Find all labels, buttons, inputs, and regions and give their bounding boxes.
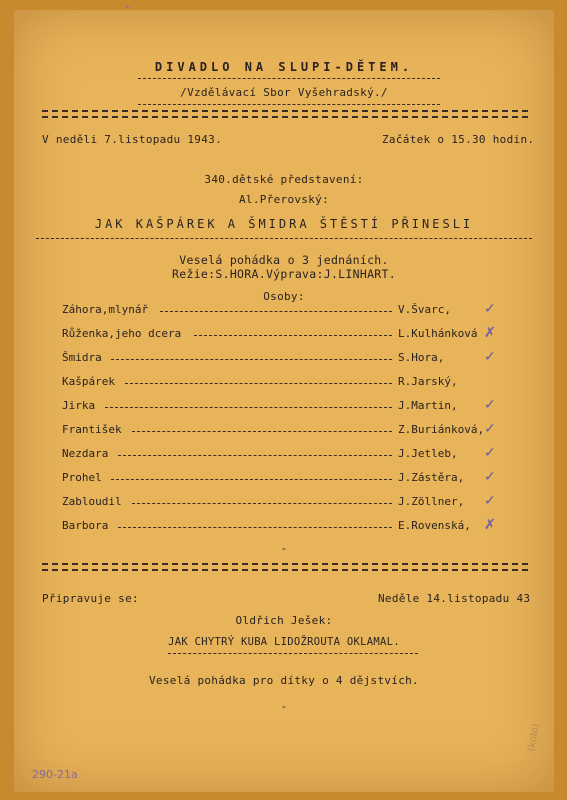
upcoming-author: Oldřich Ješek: bbox=[235, 614, 333, 627]
cast-role: Kašpárek bbox=[62, 375, 115, 388]
check-mark-icon: ✓ bbox=[484, 349, 496, 365]
cast-row bbox=[62, 351, 532, 367]
cast-role: Šmidra bbox=[62, 351, 102, 364]
cast-actor: V.Švarc, bbox=[398, 303, 451, 316]
dotted-leader bbox=[125, 383, 392, 384]
cast-actor: J.Jetleb, bbox=[398, 447, 458, 460]
dotted-leader bbox=[132, 431, 392, 432]
end-dash: - bbox=[280, 542, 288, 555]
cast-actor: E.Rovenská, bbox=[398, 519, 471, 532]
cast-row bbox=[62, 423, 532, 439]
performance-start: Začátek o 15.30 hodin. bbox=[382, 133, 535, 146]
cross-mark-icon: ✗ bbox=[484, 517, 496, 533]
cast-row bbox=[62, 471, 532, 487]
check-mark-icon: ✓ bbox=[484, 421, 496, 437]
upcoming-date: Neděle 14.listopadu 43 bbox=[378, 592, 531, 605]
play-genre: Veselá pohádka o 3 jednáních. bbox=[179, 253, 389, 267]
cast-row bbox=[62, 303, 532, 319]
dotted-leader bbox=[160, 311, 392, 312]
archive-number: 290-21a bbox=[32, 768, 78, 781]
upcoming-title-underline bbox=[168, 653, 418, 654]
dotted-leader bbox=[132, 503, 392, 504]
cast-actor: Z.Buriánková, bbox=[398, 423, 485, 436]
cast-role: Jirka bbox=[62, 399, 96, 412]
document-page bbox=[14, 3, 554, 792]
cast-role: Barbora bbox=[62, 519, 109, 532]
cast-row bbox=[62, 375, 532, 391]
check-mark-icon: ✓ bbox=[484, 397, 496, 413]
cast-actor: J.Zöllner, bbox=[398, 495, 465, 508]
dotted-leader bbox=[194, 335, 392, 336]
cast-heading: Osoby: bbox=[263, 290, 305, 303]
play-credits: Režie:S.HORA.Výprava:J.LINHART. bbox=[172, 267, 396, 281]
society-subtitle: /Vzdělávací Sbor Vyšehradský./ bbox=[180, 86, 388, 99]
check-mark-icon: ✓ bbox=[484, 301, 496, 317]
cast-row bbox=[62, 327, 532, 343]
cast-row bbox=[62, 399, 532, 415]
cast-actor: J.Martin, bbox=[398, 399, 458, 412]
cast-role: František bbox=[62, 423, 122, 436]
upcoming-title: JAK CHYTRÝ KUBA LIDOŽROUTA OKLAMAL. bbox=[168, 636, 400, 648]
title-underline bbox=[138, 78, 440, 79]
cast-actor: S.Hora, bbox=[398, 351, 445, 364]
upcoming-label: Připravuje se: bbox=[42, 592, 139, 605]
dotted-leader bbox=[118, 455, 392, 456]
double-divider bbox=[42, 110, 528, 118]
performance-number: 340.dětské představení: bbox=[204, 173, 364, 186]
cast-role: Nezdara bbox=[62, 447, 109, 460]
check-mark-icon: ✓ bbox=[484, 469, 496, 485]
double-divider-2 bbox=[42, 563, 528, 571]
dotted-leader bbox=[118, 527, 392, 528]
performance-date: V neděli 7.listopadu 1943. bbox=[42, 133, 222, 146]
cast-row bbox=[62, 495, 532, 511]
subtitle-underline bbox=[138, 104, 440, 105]
cast-actor: R.Jarský, bbox=[398, 375, 458, 388]
play-title: JAK KAŠPÁREK A ŠMIDRA ŠTĚSTÍ PŘINESLI bbox=[94, 217, 474, 231]
upcoming-genre: Veselá pohádka pro dítky o 4 dějstvích. bbox=[149, 674, 419, 687]
cast-role: Zabloudil bbox=[62, 495, 122, 508]
cast-role: Růženka,jeho dcera bbox=[62, 327, 182, 340]
play-author: Al.Přerovský: bbox=[239, 193, 329, 206]
play-title-underline bbox=[36, 238, 532, 239]
pencil-mark: ˇ bbox=[118, 3, 132, 19]
cast-row bbox=[62, 519, 532, 535]
dotted-leader bbox=[105, 407, 393, 408]
check-mark-icon: ✓ bbox=[484, 445, 496, 461]
right-pencil-note: (kolo) bbox=[526, 722, 543, 753]
dotted-leader bbox=[111, 359, 392, 360]
upcoming-end-dash: - bbox=[280, 700, 288, 713]
cast-actor: L.Kulhánková bbox=[398, 327, 478, 340]
check-mark-icon: ✓ bbox=[484, 493, 496, 509]
dotted-leader bbox=[111, 479, 392, 480]
cast-role: Záhora,mlynář bbox=[62, 303, 149, 316]
cast-actor: J.Zástěra, bbox=[398, 471, 465, 484]
cross-mark-icon: ✗ bbox=[484, 325, 496, 341]
cast-role: Prohel bbox=[62, 471, 102, 484]
theatre-title: DIVADLO NA SLUPI-DĚTEM. bbox=[154, 60, 414, 74]
cast-row bbox=[62, 447, 532, 463]
